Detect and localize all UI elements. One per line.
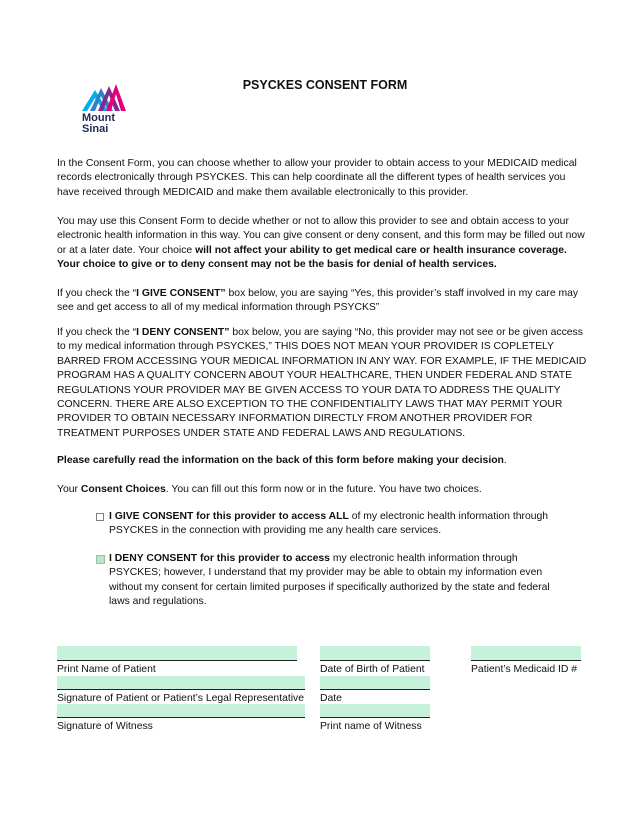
give-consent-post: box below, you are saying “Yes, this provider’s staff involved in my care may see and get access to all of my medical information through PSYCKS” xyxy=(57,288,579,314)
read-back-bold: Please carefully read the information on the back of this form before making your decision xyxy=(57,455,504,466)
dob-input[interactable] xyxy=(320,646,430,660)
give-consent-checkbox[interactable] xyxy=(96,513,104,521)
deny-consent-checkbox[interactable] xyxy=(96,555,105,564)
choices-intro-post: . You can fill out this form now or in the future. You have two choices. xyxy=(165,484,482,495)
dob-line xyxy=(320,660,430,661)
print-name-input[interactable] xyxy=(57,646,297,660)
give-consent-choice-body: of my electronic health information through PSYCKES in the connection with providing me any health care services. xyxy=(109,511,549,537)
give-consent-choice xyxy=(96,510,566,539)
witness-name-input[interactable] xyxy=(320,704,430,718)
witness-signature-line xyxy=(57,717,305,718)
give-consent-pre: If you check the “ xyxy=(57,288,137,299)
consent-use-text: You may use this Consent Form to decide whether or not to allow this provider to see and obtain access to your electronic health information in this way. You can give consent or deny consent, and this form may be filled out now or at a later date. Your choice xyxy=(57,216,585,256)
witness-name-line xyxy=(320,717,430,718)
intro-paragraph: In the Consent Form, you can choose whether to allow your provider to obtain access to your MEDICAID medical records electronically through PSYCKES. This can help coordinate all the different types of health services you have received through MEDICAID and make them available electronically to this provider. xyxy=(57,158,577,198)
date-line xyxy=(320,689,430,690)
dob-label: Date of Birth of Patient xyxy=(320,664,425,675)
deny-consent-choice xyxy=(96,552,566,610)
print-name-line xyxy=(57,660,297,661)
deny-consent-choice-bold: I DENY CONSENT for this provider to access xyxy=(109,553,330,564)
medicaid-id-line xyxy=(471,660,581,661)
witness-signature-label: Signature of Witness xyxy=(57,721,153,732)
medicaid-id-input[interactable] xyxy=(471,646,581,660)
logo-line1: Mount xyxy=(82,112,115,124)
signature-line xyxy=(57,689,305,690)
witness-signature-input[interactable] xyxy=(57,704,305,718)
logo-wordmark xyxy=(82,113,132,135)
give-consent-choice-text xyxy=(109,510,566,539)
consent-use-paragraph xyxy=(57,215,587,273)
consent-choices-intro xyxy=(57,483,587,497)
signature-label: Signature of Patient or Patient’s Legal Representative xyxy=(57,693,305,704)
logo-line2: Sinai xyxy=(82,123,109,135)
read-back-post: . xyxy=(503,455,507,466)
deny-consent-post: box below, you are saying “No, this provider may not see or be given access to my medical information through PSYCKES,” THIS DOES NOT MEAN YOUR PROVIDER IS COPLETELY BARRED FROM ACCESSING YOUR MEDICAL INFORMATION IN ANY WAY. FOR EXAMPLE, IF THE MEDICAID PROGRAM HAS A QUALITY CONCERN ABOUT YOUR HEALTHCARE, THEN UNDER FEDERAL AND STATE REGULATIONS YOUR PROVIDER MAY BE GIVEN ACCESS TO YOUR DATA TO ADDRESS THE QUALITY CONCERN. THERE ARE ALSO EXCEPTION TO THE CONFIDENTIALITY LAWS THAT MAY PERMIT YOUR PROVIDER TO OBTAIN NECESSARY INFORMATION DIRECTLY FROM ANOTHER PROVIDER FOR TREATMENT PURPOSES UNDER STATE AND FEDERAL LAWS AND REGULATIONS. xyxy=(57,327,587,439)
consent-use-bold: will not affect your ability to get medical care or health insurance coverage. Your choice to give or to deny consent may not be the basis for denial of health services. xyxy=(57,244,567,271)
deny-consent-choice-body: my electronic health information through PSYCKES; however, I understand that my provider may be able to obtain my information even without my consent for certain limited purposes if specifically authorized by the state and federal laws and regulations. xyxy=(109,553,550,608)
choices-intro-bold: Consent Choices xyxy=(80,484,166,495)
deny-consent-paragraph xyxy=(57,326,587,441)
deny-consent-choice-text xyxy=(109,552,566,610)
medicaid-id-label: Patient’s Medicaid ID # xyxy=(471,664,578,675)
choices-intro-pre: Your xyxy=(57,484,81,495)
date-input[interactable] xyxy=(320,676,430,690)
witness-name-label: Print name of Witness xyxy=(320,721,422,732)
deny-consent-bold: I DENY CONSENT” xyxy=(136,327,230,338)
give-consent-paragraph xyxy=(57,287,587,316)
print-name-label: Print Name of Patient xyxy=(57,664,156,675)
give-consent-bold: I GIVE CONSENT” xyxy=(136,288,226,299)
date-label: Date xyxy=(320,693,342,704)
read-back-notice xyxy=(57,454,587,468)
deny-consent-pre: If you check the “ xyxy=(57,327,137,338)
give-consent-choice-bold: I GIVE CONSENT for this provider to access ALL xyxy=(109,511,349,522)
form-title: PSYCKES CONSENT FORM xyxy=(242,78,408,92)
signature-input[interactable] xyxy=(57,676,305,690)
